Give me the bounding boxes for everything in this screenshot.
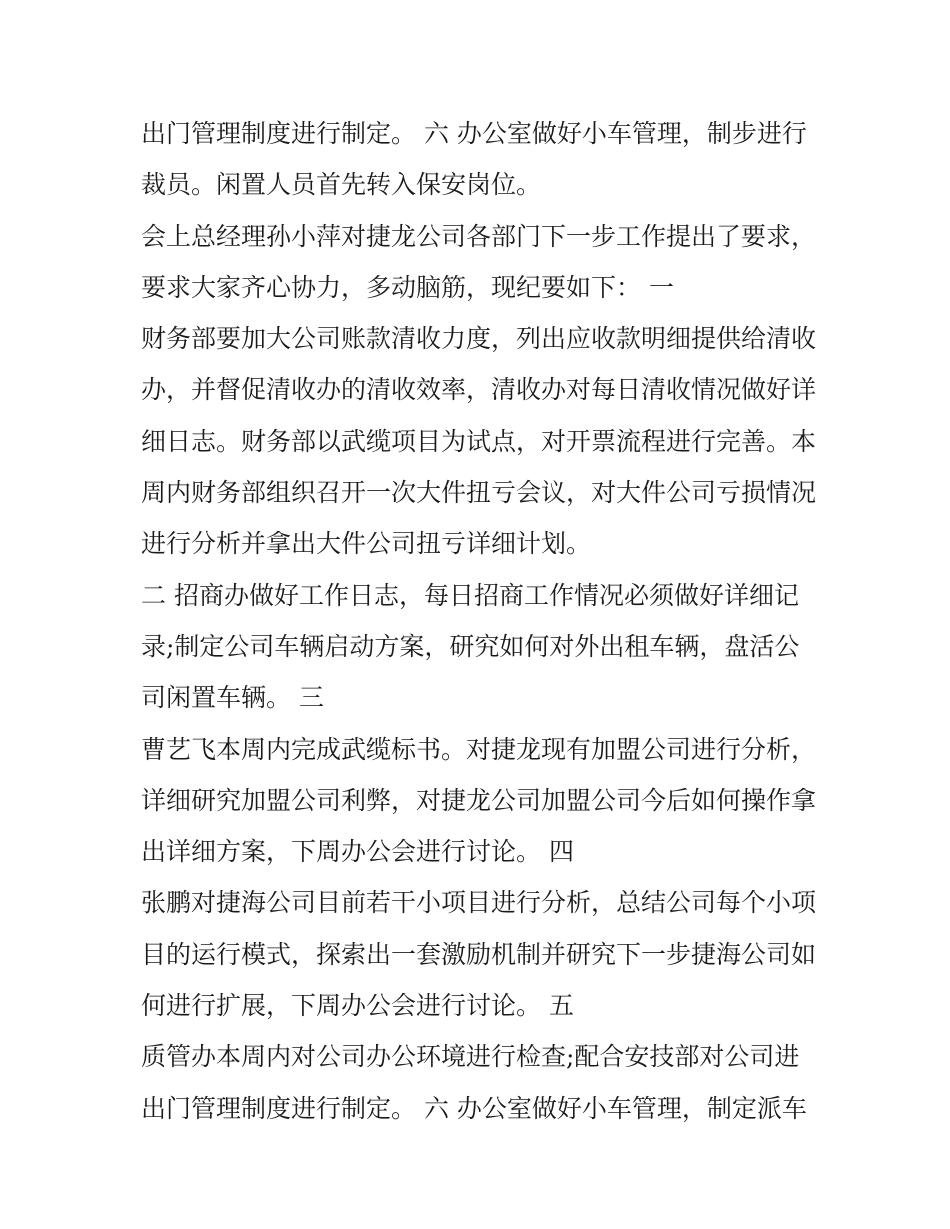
text-line: 出门管理制度进行制定。 六 办公室做好小车管理，制定派车 xyxy=(141,1093,807,1123)
text-line: 细日志。财务部以武缆项目为试点，对开票流程进行完善。本 xyxy=(141,426,817,456)
text-line: 质管办本周内对公司办公环境进行检查;配合安技部对公司进 xyxy=(141,1042,800,1072)
document-body xyxy=(141,108,841,1134)
text-line: 周内财务部组织召开一次大件扭亏会议，对大件公司亏损情况 xyxy=(141,478,817,508)
text-line: 出门管理制度进行制定。 六 办公室做好小车管理，制步进行 xyxy=(141,119,807,148)
text-line: 二 招商办做好工作日志，每日招商工作情况必须做好详细记 xyxy=(141,580,799,610)
text-line: 何进行扩展，下周办公会进行讨论。 五 xyxy=(141,991,574,1021)
text-line: 司闲置车辆。 三 xyxy=(141,683,324,713)
text-line: 办，并督促清收办的清收效率，清收办对每日清收情况做好详 xyxy=(141,375,817,405)
text-line: 财务部要加大公司账款清收力度，列出应收款明细提供给清收 xyxy=(141,324,817,354)
text-line: 曹艺飞本周内完成武缆标书。对捷龙现有加盟公司进行分析， xyxy=(141,734,817,764)
text-line: 出详细方案，下周办公会进行讨论。 四 xyxy=(141,837,574,867)
text-line: 进行分析并拿出大件公司扭亏详细计划。 xyxy=(141,529,592,559)
text-line: 要求大家齐心协力，多动脑筋，现纪要如下： 一 xyxy=(141,272,674,302)
text-line: 详细研究加盟公司利弊，对捷龙公司加盟公司今后如何操作拿 xyxy=(141,785,817,815)
text-line: 张鹏对捷海公司目前若干小项目进行分析，总结公司每个小项 xyxy=(141,888,817,918)
text-line: 会上总经理孙小萍对捷龙公司各部门下一步工作提出了要求， xyxy=(141,221,817,251)
text-line: 目的运行模式，探索出一套激励机制并研究下一步捷海公司如 xyxy=(141,939,817,969)
text-line: 裁员。闲置人员首先转入保安岗位。 xyxy=(141,170,542,200)
text-line: 录;制定公司车辆启动方案，研究如何对外出租车辆，盘活公 xyxy=(141,631,800,661)
